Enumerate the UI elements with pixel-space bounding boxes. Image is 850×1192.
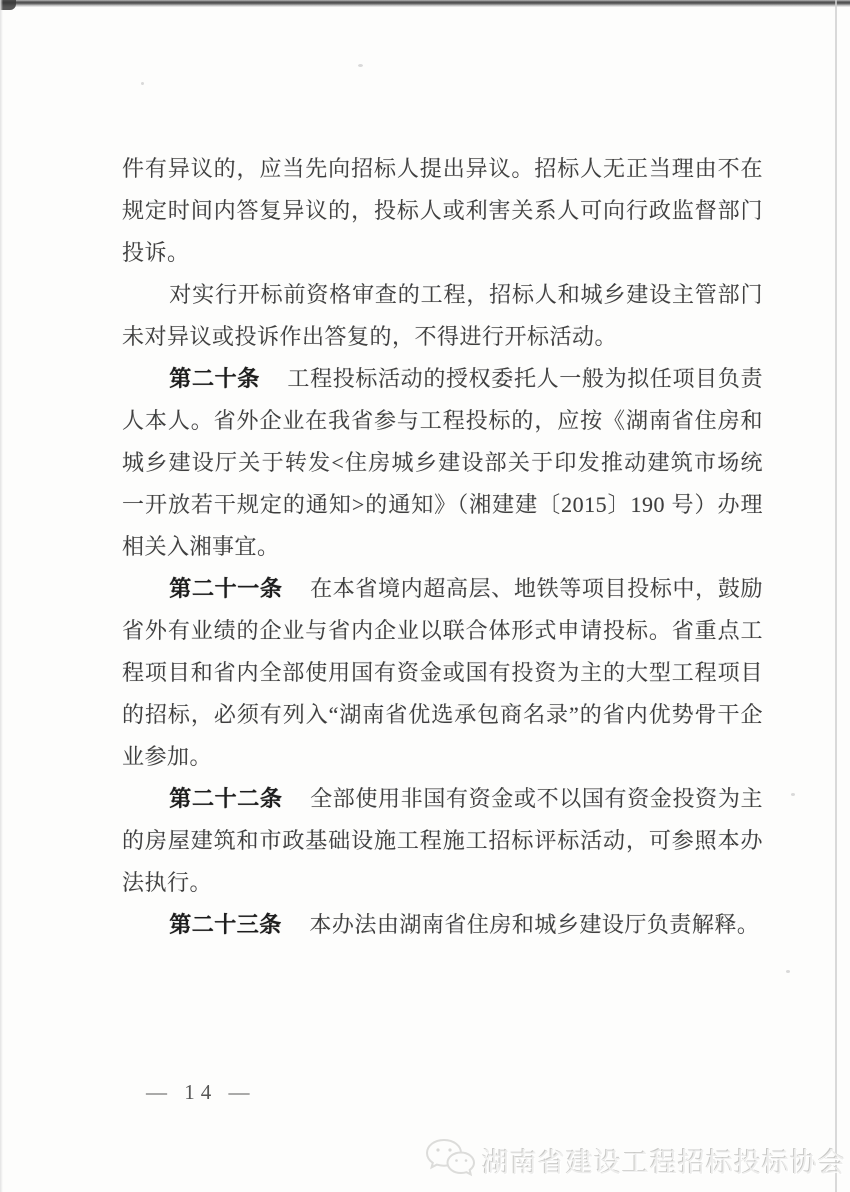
scan-speck xyxy=(141,82,144,85)
scan-speck xyxy=(791,793,795,796)
page-number: — 14 — xyxy=(146,1080,256,1104)
paragraph-article-22 xyxy=(122,778,763,904)
article-head: 第二十一条 xyxy=(169,576,283,601)
article-head: 第二十三条 xyxy=(169,912,282,937)
paragraph-continuation xyxy=(122,148,763,274)
scan-speck xyxy=(358,64,363,67)
paragraph-article-21 xyxy=(122,568,763,778)
paragraph-article-20 xyxy=(122,358,763,568)
paragraph xyxy=(122,274,763,358)
scan-speck xyxy=(786,970,790,973)
paragraph-text: 对实行开标前资格审查的工程，招标人和城乡建设主管部门未对异议或投诉作出答复的，不得进行开标活动。 xyxy=(122,282,763,349)
paragraph-text: 件有异议的，应当先向招标人提出异议。招标人无正当理由不在规定时间内答复异议的，投标人或利害关系人可向行政监督部门投诉。 xyxy=(122,156,763,265)
document-body xyxy=(122,148,763,946)
association-name: 湖南省建设工程招标投标协会 xyxy=(482,1148,846,1178)
association-watermark xyxy=(423,1136,846,1185)
scan-top-edge xyxy=(0,0,850,7)
scan-left-edge-shade xyxy=(0,0,3,1192)
paragraph-text: 全部使用非国有资金或不以国有资金投资为主的房屋建筑和市政基础设施工程施工招标评标活动，可参照本办法执行。 xyxy=(122,786,763,895)
article-head: 第二十条 xyxy=(169,366,260,391)
scan-right-edge-line xyxy=(835,0,837,1192)
paragraph-text: 工程投标活动的授权委托人一般为拟任项目负责人本人。省外企业在我省参与工程投标的，应按《湖南省住房和城乡建设厅关于转发<住房城乡建设部关于印发推动建筑市场统一开放若干规定的通知>的通知》（湘建建〔2015〕190 号）办理相关入湘事宜。 xyxy=(122,366,763,559)
wechat-bubbles-icon xyxy=(423,1136,475,1185)
paragraph-article-23 xyxy=(122,904,763,946)
paragraph-text: 在本省境内超高层、地铁等项目投标中，鼓励省外有业绩的企业与省内企业以联合体形式申请投标。省重点工程项目和省内全部使用国有资金或国有投资为主的大型工程项目的招标，必须有列入“湖南省优选承包商名录”的省内优势骨干企业参加。 xyxy=(122,576,763,769)
paragraph-text: 本办法由湖南省住房和城乡建设厅负责解释。 xyxy=(309,912,760,937)
article-head: 第二十二条 xyxy=(169,786,283,811)
